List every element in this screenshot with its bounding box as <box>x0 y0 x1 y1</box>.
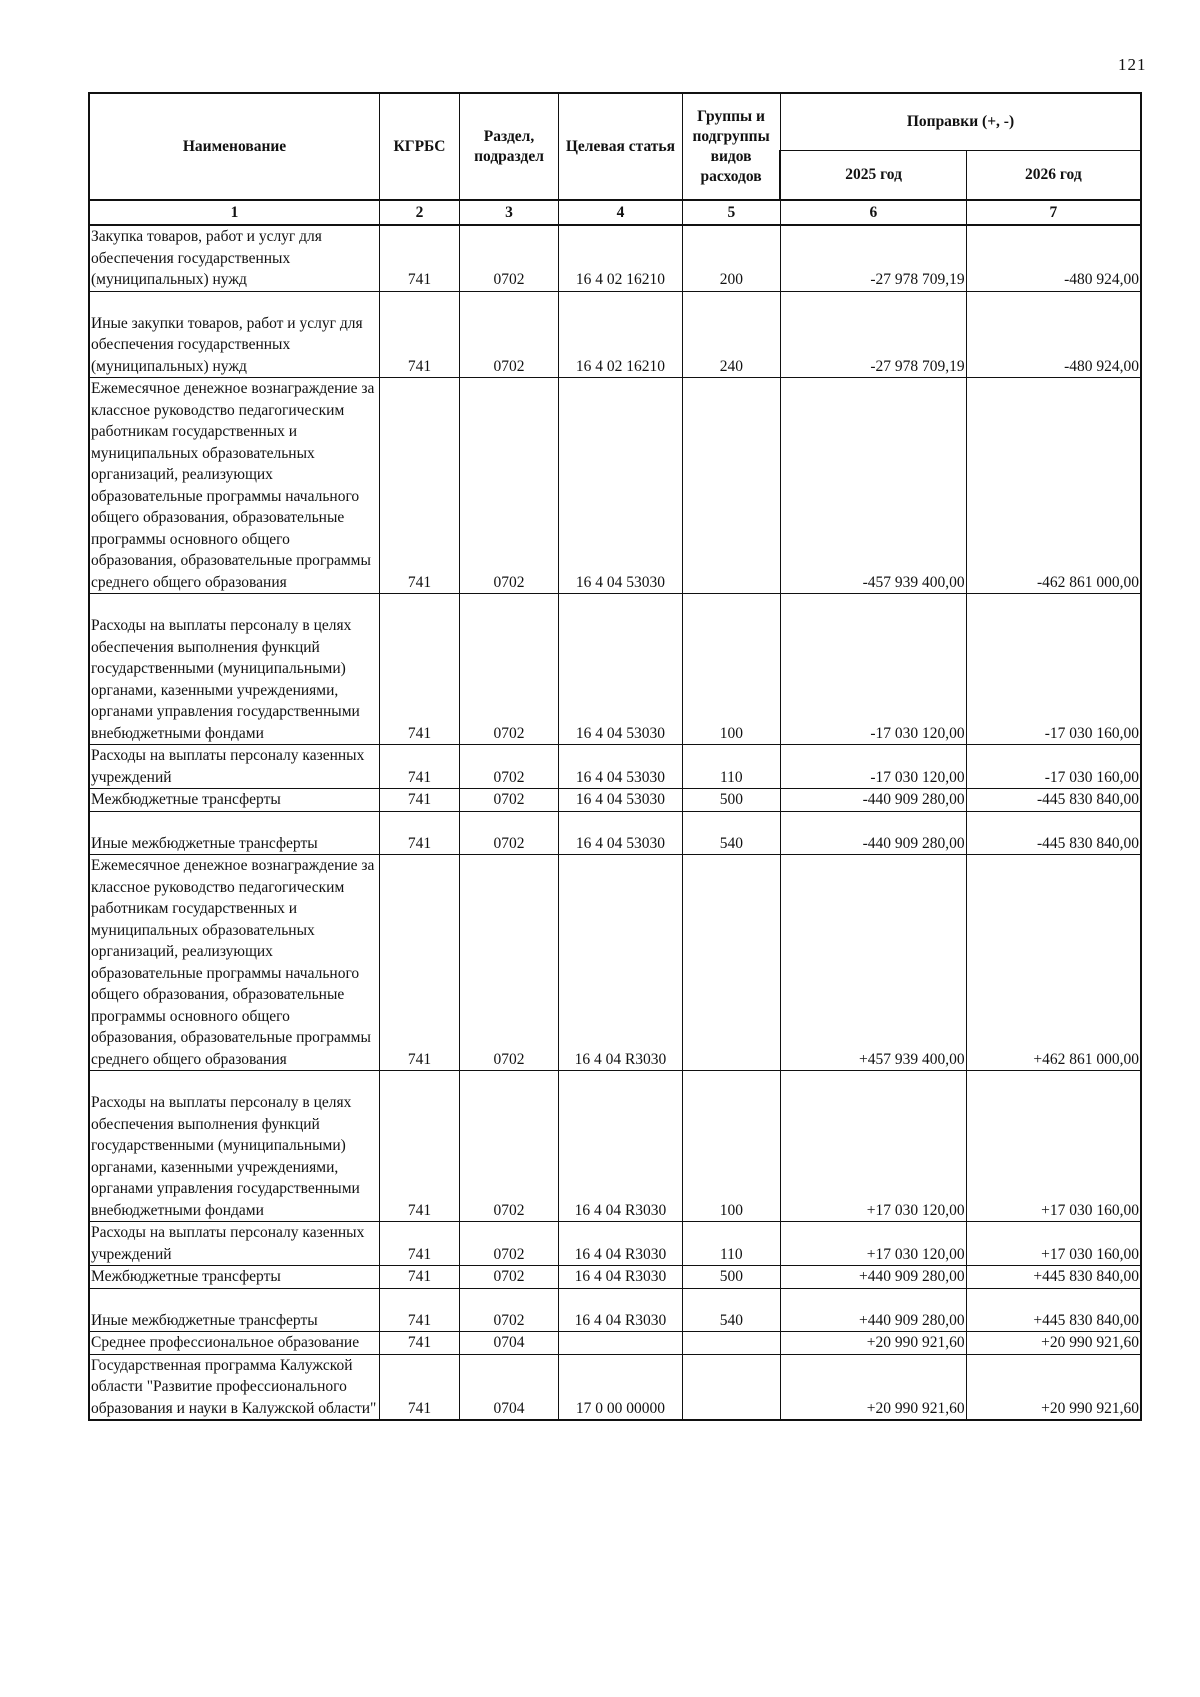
row-expense-group: 500 <box>682 1266 780 1289</box>
row-expense-group: 500 <box>682 789 780 812</box>
table-row <box>89 745 1141 789</box>
table-row <box>89 1222 1141 1266</box>
row-name-text: Расходы на выплаты персоналу в целях обеспечения выполнения функций государственными (муниципальными) органами, казенными учреждениями, органами управления государственными внебюджетными фондами <box>91 617 360 742</box>
column-number: 1 <box>89 200 380 225</box>
row-name-text: Иные межбюджетные трансферты <box>91 1311 318 1329</box>
header-name: Наименование <box>89 93 380 200</box>
row-target-article <box>559 1332 682 1355</box>
row-expense-group: 110 <box>682 1222 780 1266</box>
row-name <box>89 1071 380 1222</box>
row-amendment-2025: +17 030 120,00 <box>780 1222 966 1266</box>
row-amendment-2026: -462 861 000,00 <box>966 378 1141 594</box>
header-kgrbs: КГРБС <box>380 93 460 200</box>
table-row <box>89 378 1141 594</box>
row-name: Закупка товаров, работ и услуг для обеспечения государственных (муниципальных) нужд <box>89 225 380 291</box>
row-amendment-2025: +20 990 921,60 <box>780 1332 966 1355</box>
header-year-2026: 2026 год <box>966 150 1141 200</box>
row-name: Среднее профессиональное образование <box>89 1332 380 1355</box>
budget-amendments-table <box>88 92 1142 1421</box>
row-name: Ежемесячное денежное вознаграждение за классное руководство педагогическим работникам государственных и муниципальных образовательных организаций, реализующих образовательные программы начального общего образования, образовательные программы основного общего образования, образовательные программы среднего общего образования <box>89 378 380 594</box>
table-row <box>89 1266 1141 1289</box>
row-amendment-2026: +445 830 840,00 <box>966 1288 1141 1332</box>
row-amendment-2025: +17 030 120,00 <box>780 1071 966 1222</box>
header-section: Раздел, подраздел <box>459 93 558 200</box>
row-name: Государственная программа Калужской области "Развитие профессионального образования и науки в Калужской области" <box>89 1354 380 1420</box>
row-amendment-2026: +20 990 921,60 <box>966 1332 1141 1355</box>
header-amendments: Поправки (+, -) <box>780 93 1141 150</box>
row-name: Расходы на выплаты персоналу казенных учреждений <box>89 745 380 789</box>
table-header <box>89 93 1141 225</box>
row-spacer <box>91 292 377 313</box>
row-target-article: 16 4 02 16210 <box>559 225 682 291</box>
row-name <box>89 811 380 855</box>
row-target-article: 16 4 04 R3030 <box>559 1071 682 1222</box>
row-amendment-2025: -27 978 709,19 <box>780 291 966 378</box>
table-row <box>89 1071 1141 1222</box>
row-target-article: 16 4 04 R3030 <box>559 855 682 1071</box>
column-number: 2 <box>380 200 460 225</box>
row-amendment-2026: -17 030 160,00 <box>966 745 1141 789</box>
column-number: 5 <box>682 200 780 225</box>
row-name <box>89 1288 380 1332</box>
row-kgrbs: 741 <box>380 1222 460 1266</box>
row-name <box>89 594 380 745</box>
row-expense-group <box>682 1332 780 1355</box>
row-kgrbs: 741 <box>380 594 460 745</box>
row-amendment-2026: -445 830 840,00 <box>966 811 1141 855</box>
row-section: 0702 <box>459 1288 558 1332</box>
row-amendment-2026: +17 030 160,00 <box>966 1222 1141 1266</box>
row-expense-group: 100 <box>682 594 780 745</box>
row-target-article: 16 4 04 53030 <box>559 811 682 855</box>
table-row <box>89 811 1141 855</box>
row-kgrbs: 741 <box>380 1266 460 1289</box>
row-expense-group: 200 <box>682 225 780 291</box>
column-numbers-row <box>89 200 1141 225</box>
table-row <box>89 594 1141 745</box>
row-name-text: Иные закупки товаров, работ и услуг для обеспечения государственных (муниципальных) нужд <box>91 314 363 375</box>
row-section: 0702 <box>459 594 558 745</box>
row-name: Межбюджетные трансферты <box>89 789 380 812</box>
row-expense-group <box>682 1354 780 1420</box>
row-amendment-2026: +462 861 000,00 <box>966 855 1141 1071</box>
row-amendment-2026: +445 830 840,00 <box>966 1266 1141 1289</box>
row-expense-group: 110 <box>682 745 780 789</box>
row-amendment-2025: +20 990 921,60 <box>780 1354 966 1420</box>
row-kgrbs: 741 <box>380 811 460 855</box>
row-section: 0702 <box>459 1222 558 1266</box>
table-row <box>89 855 1141 1071</box>
header-expense-groups: Группы и подгруппы видов расходов <box>682 93 780 200</box>
row-expense-group: 540 <box>682 811 780 855</box>
row-amendment-2025: +440 909 280,00 <box>780 1288 966 1332</box>
row-spacer <box>91 812 377 833</box>
row-amendment-2026: -480 924,00 <box>966 291 1141 378</box>
row-amendment-2025: -457 939 400,00 <box>780 378 966 594</box>
row-target-article: 16 4 04 R3030 <box>559 1288 682 1332</box>
page-number: 121 <box>1118 55 1147 74</box>
row-amendment-2026: -445 830 840,00 <box>966 789 1141 812</box>
row-amendment-2026: -480 924,00 <box>966 225 1141 291</box>
table-row <box>89 1288 1141 1332</box>
row-section: 0702 <box>459 225 558 291</box>
row-target-article: 16 4 04 53030 <box>559 745 682 789</box>
row-expense-group: 100 <box>682 1071 780 1222</box>
row-section: 0702 <box>459 1071 558 1222</box>
row-kgrbs: 741 <box>380 1071 460 1222</box>
header-target-article: Целевая статья <box>559 93 682 200</box>
row-section: 0704 <box>459 1354 558 1420</box>
row-kgrbs: 741 <box>380 745 460 789</box>
row-kgrbs: 741 <box>380 1354 460 1420</box>
row-amendment-2026: +20 990 921,60 <box>966 1354 1141 1420</box>
row-section: 0702 <box>459 1266 558 1289</box>
header-year-2025: 2025 год <box>780 150 966 200</box>
table-row <box>89 1354 1141 1420</box>
row-amendment-2025: -17 030 120,00 <box>780 594 966 745</box>
row-section: 0702 <box>459 811 558 855</box>
row-target-article: 17 0 00 00000 <box>559 1354 682 1420</box>
column-number: 7 <box>966 200 1141 225</box>
row-kgrbs: 741 <box>380 225 460 291</box>
row-amendment-2025: +457 939 400,00 <box>780 855 966 1071</box>
row-name-text: Иные межбюджетные трансферты <box>91 834 318 852</box>
row-kgrbs: 741 <box>380 1332 460 1355</box>
table-row <box>89 225 1141 291</box>
row-spacer <box>91 594 377 615</box>
row-kgrbs: 741 <box>380 855 460 1071</box>
row-target-article: 16 4 04 R3030 <box>559 1266 682 1289</box>
row-section: 0702 <box>459 745 558 789</box>
row-name <box>89 291 380 378</box>
row-name: Ежемесячное денежное вознаграждение за классное руководство педагогическим работникам государственных и муниципальных образовательных организаций, реализующих образовательные программы начального общего образования, образовательные программы основного общего образования, образовательные программы среднего общего образования <box>89 855 380 1071</box>
row-section: 0702 <box>459 291 558 378</box>
row-section: 0702 <box>459 855 558 1071</box>
row-section: 0704 <box>459 1332 558 1355</box>
table-row <box>89 789 1141 812</box>
row-target-article: 16 4 04 53030 <box>559 378 682 594</box>
row-amendment-2025: -27 978 709,19 <box>780 225 966 291</box>
row-name: Межбюджетные трансферты <box>89 1266 380 1289</box>
row-target-article: 16 4 02 16210 <box>559 291 682 378</box>
row-kgrbs: 741 <box>380 789 460 812</box>
table-body <box>89 225 1141 1420</box>
row-name-text: Расходы на выплаты персоналу в целях обеспечения выполнения функций государственными (муниципальными) органами, казенными учреждениями, органами управления государственными внебюджетными фондами <box>91 1094 360 1219</box>
row-amendment-2026: -17 030 160,00 <box>966 594 1141 745</box>
column-number: 3 <box>459 200 558 225</box>
row-expense-group: 540 <box>682 1288 780 1332</box>
row-amendment-2025: +440 909 280,00 <box>780 1266 966 1289</box>
row-amendment-2025: -440 909 280,00 <box>780 789 966 812</box>
row-kgrbs: 741 <box>380 1288 460 1332</box>
row-target-article: 16 4 04 R3030 <box>559 1222 682 1266</box>
row-target-article: 16 4 04 53030 <box>559 594 682 745</box>
row-section: 0702 <box>459 789 558 812</box>
row-expense-group: 240 <box>682 291 780 378</box>
row-amendment-2025: -440 909 280,00 <box>780 811 966 855</box>
row-kgrbs: 741 <box>380 291 460 378</box>
row-expense-group <box>682 378 780 594</box>
row-section: 0702 <box>459 378 558 594</box>
column-number: 4 <box>559 200 682 225</box>
row-name: Расходы на выплаты персоналу казенных учреждений <box>89 1222 380 1266</box>
row-spacer <box>91 1289 377 1310</box>
row-target-article: 16 4 04 53030 <box>559 789 682 812</box>
column-number: 6 <box>780 200 966 225</box>
row-kgrbs: 741 <box>380 378 460 594</box>
row-amendment-2026: +17 030 160,00 <box>966 1071 1141 1222</box>
table-row <box>89 1332 1141 1355</box>
table-row <box>89 291 1141 378</box>
row-expense-group <box>682 855 780 1071</box>
row-spacer <box>91 1071 377 1092</box>
row-amendment-2025: -17 030 120,00 <box>780 745 966 789</box>
